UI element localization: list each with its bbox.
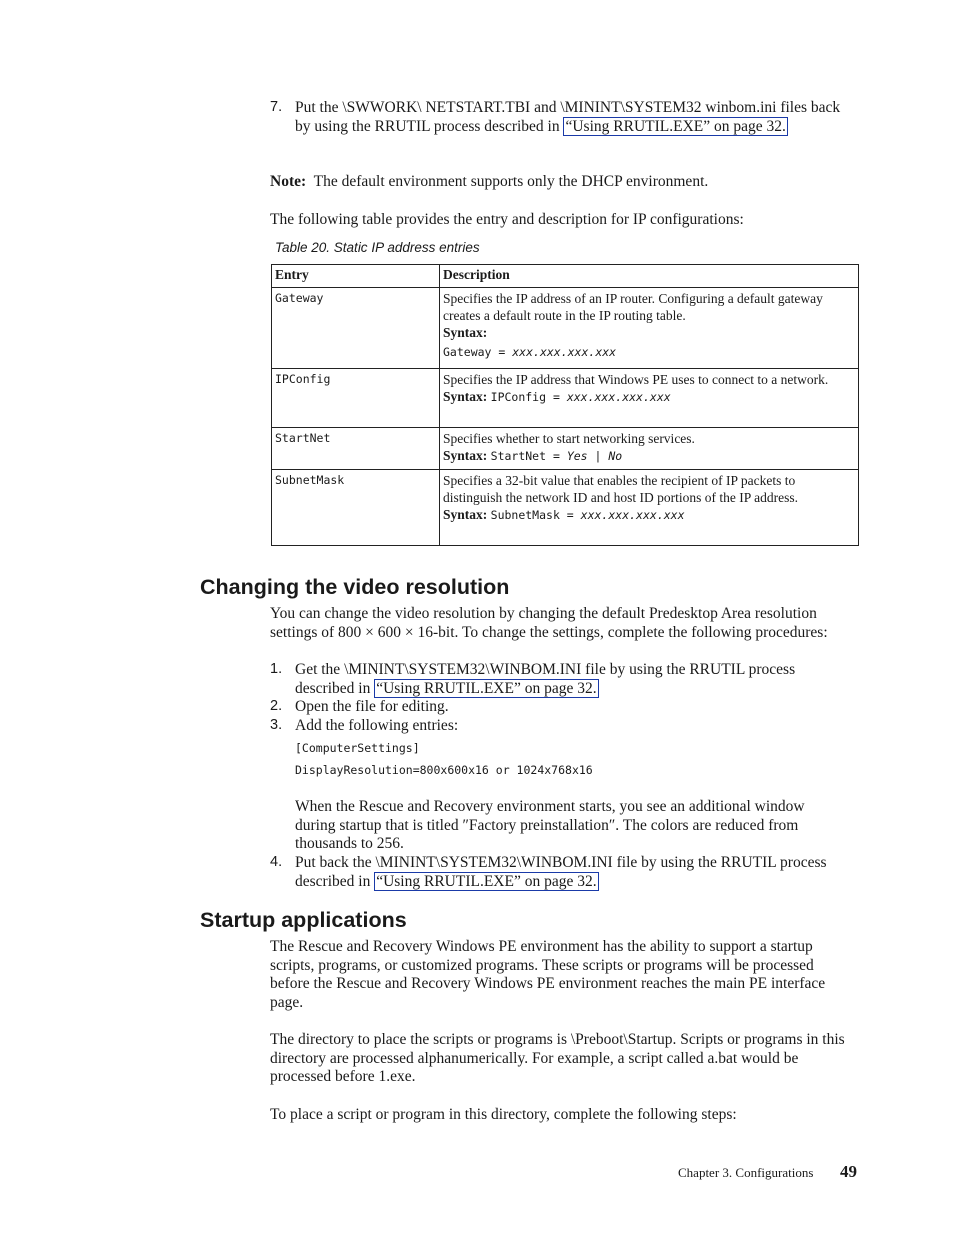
video-step-4: Put back the \MININT\SYSTEM32\WINBOM.INI file by using the RRUTIL process described in “Using RRUTIL.EXE” on page 32. bbox=[295, 854, 827, 890]
step-7-text: Put the \SWWORK\ NETSTART.TBI and \MININT\SYSTEM32 winbom.ini files back by using the RRUTIL process described in “Using RRUTIL.EXE” on page 32. bbox=[295, 99, 841, 135]
rrutil-link[interactable]: “Using RRUTIL.EXE” on page 32. bbox=[376, 679, 597, 697]
page-number: 49 bbox=[840, 1162, 857, 1181]
code-line: [ComputerSettings] bbox=[295, 741, 420, 755]
table-row bbox=[272, 470, 859, 546]
step-number: 4. bbox=[270, 854, 283, 870]
static-ip-table bbox=[271, 264, 859, 546]
table-caption: Table 20. Static IP address entries bbox=[275, 240, 480, 255]
footer-chapter: Chapter 3. Configurations bbox=[678, 1165, 814, 1180]
section-heading: Changing the video resolution bbox=[200, 575, 510, 599]
step-number: 1. bbox=[270, 661, 283, 677]
header-description: Description bbox=[440, 265, 859, 288]
description-cell: Specifies whether to start networking services. Syntax: StartNet = Yes | No bbox=[440, 428, 859, 470]
entry-cell: Gateway bbox=[272, 288, 440, 369]
section-heading: Startup applications bbox=[200, 908, 407, 932]
entry-cell: SubnetMask bbox=[272, 470, 440, 546]
table-row bbox=[272, 428, 859, 470]
step-number: 3. bbox=[270, 717, 283, 733]
video-paragraph: When the Rescue and Recovery environment starts, you see an additional window during startup that is titled ″Factory preinstallation″. The colors are reduced from thousands to 256. bbox=[295, 798, 805, 853]
step-number: 2. bbox=[270, 698, 283, 714]
header-entry: Entry bbox=[272, 265, 440, 288]
video-intro: You can change the video resolution by changing the default Predesktop Area resolution settings of 800 × 600 × 16-bit. To change the settings, complete the following procedures: bbox=[270, 605, 828, 641]
video-step-3: Add the following entries: bbox=[295, 717, 459, 734]
table-intro: The following table provides the entry and description for IP configurations: bbox=[270, 211, 744, 228]
rrutil-link[interactable]: “Using RRUTIL.EXE” on page 32. bbox=[565, 117, 786, 135]
table-row bbox=[272, 288, 859, 369]
code-line: DisplayResolution=800x600x16 or 1024x768x16 bbox=[295, 763, 593, 777]
note: Note: The default environment supports only the DHCP environment. bbox=[270, 173, 709, 190]
table-row bbox=[272, 369, 859, 428]
entry-cell: StartNet bbox=[272, 428, 440, 470]
description-cell: Specifies the IP address that Windows PE uses to connect to a network. Syntax: IPConfig = xxx.xxx.xxx.xxx bbox=[440, 369, 859, 428]
table-header-row bbox=[272, 265, 859, 288]
video-step-1: Get the \MININT\SYSTEM32\WINBOM.INI file by using the RRUTIL process described in “Using RRUTIL.EXE” on page 32. bbox=[295, 661, 796, 697]
startup-paragraph: The Rescue and Recovery Windows PE environment has the ability to support a startup scripts, programs, or customized programs. These scripts or programs will be processed before the Rescue and Recovery Windows PE environment reaches the main PE interface page. bbox=[270, 938, 826, 1011]
description-cell: Specifies the IP address of an IP router. Configuring a default gateway creates a default route in the IP routing table. Syntax: Gateway = xxx.xxx.xxx.xxx bbox=[440, 288, 859, 369]
description-cell: Specifies a 32-bit value that enables the recipient of IP packets to distinguish the network ID and host ID portions of the IP address. Syntax: SubnetMask = xxx.xxx.xxx.xxx bbox=[440, 470, 859, 546]
step-number: 7. bbox=[270, 99, 283, 115]
startup-paragraph: The directory to place the scripts or programs is \Preboot\Startup. Scripts or programs in this directory are processed alphanumerically. For example, a script called a.bat would be processed before 1.exe. bbox=[270, 1031, 845, 1086]
video-step-2: Open the file for editing. bbox=[295, 698, 449, 715]
entry-cell: IPConfig bbox=[272, 369, 440, 428]
startup-paragraph: To place a script or program in this directory, complete the following steps: bbox=[270, 1106, 737, 1123]
rrutil-link[interactable]: “Using RRUTIL.EXE” on page 32. bbox=[376, 872, 597, 890]
